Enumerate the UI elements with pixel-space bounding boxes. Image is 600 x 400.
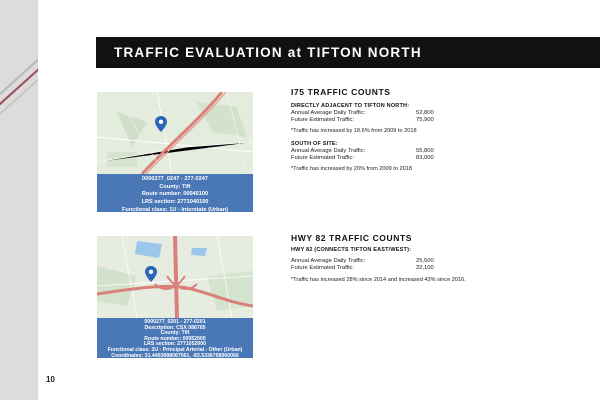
location-pin-icon[interactable]	[145, 266, 157, 282]
row-value: 25,500	[416, 258, 434, 264]
info-line: Functional class: 3U - Principal Arterial - Other (Urban)	[107, 346, 243, 353]
info-line: Coordinates: 31.4493888067061, -83.5336758060066	[111, 352, 239, 359]
info-line: County: Tift	[159, 183, 191, 190]
row-value: 52,800	[416, 110, 434, 116]
map-hwy82	[97, 236, 253, 318]
info-line: LRS section: 2771052000	[144, 341, 206, 348]
map-i75-graphic	[97, 92, 253, 174]
row-value: 83,000	[416, 155, 434, 161]
page-title: TRAFFIC EVALUATION at TIFTON NORTH	[114, 45, 422, 60]
info-line: Coordinates: 31.4717, -83.5263	[134, 214, 216, 221]
info-line: LRS section: 2771040100	[141, 199, 209, 206]
row-label: Future Estimated Traffic:	[291, 155, 355, 161]
row-label: Annual Average Daily Traffic:	[291, 258, 366, 264]
row-label: Future Estimated Traffic:	[291, 265, 355, 271]
location-pin-icon[interactable]	[155, 116, 167, 132]
row-label: Future Estimated Traffic:	[291, 117, 355, 123]
i75-group1-label: DIRECTLY ADJACENT TO TIFTON NORTH:	[291, 103, 410, 109]
row-value: 55,800	[416, 148, 434, 154]
page-margin-strip	[0, 0, 38, 400]
info-line: 0000277_0247 - 277-0247	[142, 176, 208, 182]
row-value: 75,900	[416, 117, 434, 123]
i75-heading: I75 TRAFFIC COUNTS	[291, 87, 391, 97]
info-line: Functional class: 1U - Interstate (Urban)	[122, 206, 228, 213]
info-line: Description: CSX 086705	[144, 324, 206, 331]
page-title-bar	[96, 37, 600, 68]
info-line: Route number: 00040100	[141, 191, 209, 198]
row-label: Annual Average Daily Traffic:	[291, 110, 366, 116]
i75-note1: *Traffic has increased by 18.6% from 2009 to 2018	[291, 128, 417, 134]
hwy82-group-label: HWY 82 (CONNECTS TIFTON EAST/WEST):	[291, 247, 412, 253]
i75-group2-label: SOUTH OF SITE:	[291, 141, 338, 147]
map-hwy82-graphic	[97, 236, 253, 318]
hwy82-note: *Traffic has increased 28% since 2014 and increased 43% since 2016.	[291, 277, 466, 283]
info-line: 0000277_0201 - 277-0201	[144, 319, 206, 325]
page-number: 10	[46, 375, 55, 384]
i75-note2: *Traffic has increased by 20% from 2009 to 2018	[291, 166, 412, 172]
info-line: County: Tift	[160, 330, 190, 337]
map-hwy82-info-card	[97, 318, 253, 358]
map-i75-info-card	[97, 174, 253, 221]
map-i75	[97, 92, 253, 174]
hwy82-heading: HWY 82 TRAFFIC COUNTS	[291, 233, 413, 243]
row-value: 32,100	[416, 265, 434, 271]
info-line: Route number: 00052000	[144, 335, 206, 342]
row-label: Annual Average Daily Traffic:	[291, 148, 366, 154]
